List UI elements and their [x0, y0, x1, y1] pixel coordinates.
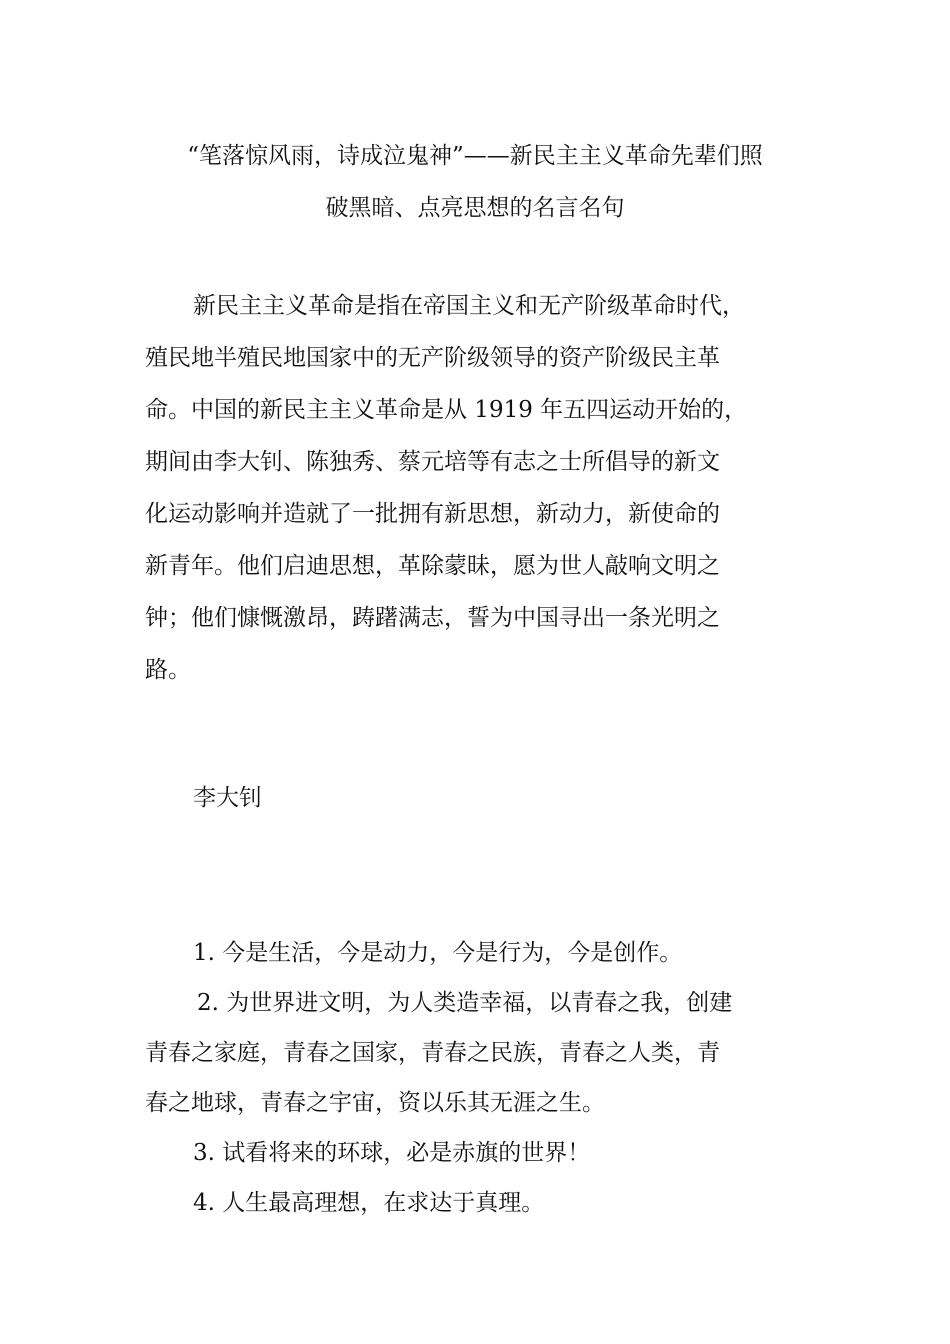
quote-item-1: 1. 今是生活，今是动力，今是行为，今是创作。	[193, 940, 683, 966]
intro-paragraph	[145, 280, 807, 696]
quote-item-4: 4. 人生最高理想，在求达于真理。	[193, 1190, 545, 1216]
intro-line: 钟；他们慷慨激昂，踌躇满志，誓为中国寻出一条光明之	[145, 605, 720, 631]
intro-line: 期间由李大钊、陈独秀、蔡元培等有志之士所倡导的新文	[145, 449, 720, 475]
title-line-2: 破黑暗、点亮思想的名言名句	[325, 195, 625, 221]
intro-line: 新民主主义革命是指在帝国主义和无产阶级革命时代，	[193, 293, 745, 319]
intro-line: 殖民地半殖民地国家中的无产阶级领导的资产阶级民主革	[145, 345, 720, 371]
intro-line: 路。	[145, 657, 191, 683]
quote-item-2-continued: 青春之家庭，青春之国家，青春之民族，青春之人类，青	[145, 1040, 720, 1066]
document-title	[145, 130, 805, 234]
intro-line: 化运动影响并造就了一批拥有新思想，新动力，新使命的	[145, 501, 720, 527]
quote-list	[145, 928, 807, 1228]
quote-item-3: 3. 试看将来的环球，必是赤旗的世界！	[193, 1140, 591, 1166]
intro-line: 新青年。他们启迪思想，革除蒙昧，愿为世人敲响文明之	[145, 553, 720, 579]
author-heading: 李大钊	[193, 785, 262, 811]
quote-item-2-continued: 春之地球，青春之宇宙，资以乐其无涯之生。	[145, 1090, 605, 1116]
title-line-1: “笔落惊风雨，诗成泣鬼神”——新民主主义革命先辈们照	[187, 143, 763, 169]
quote-item-2: 2. 为世界进文明，为人类造幸福，以青春之我，创建	[197, 990, 733, 1016]
intro-line: 命。中国的新民主主义革命是从 1919 年五四运动开始的，	[145, 397, 748, 423]
